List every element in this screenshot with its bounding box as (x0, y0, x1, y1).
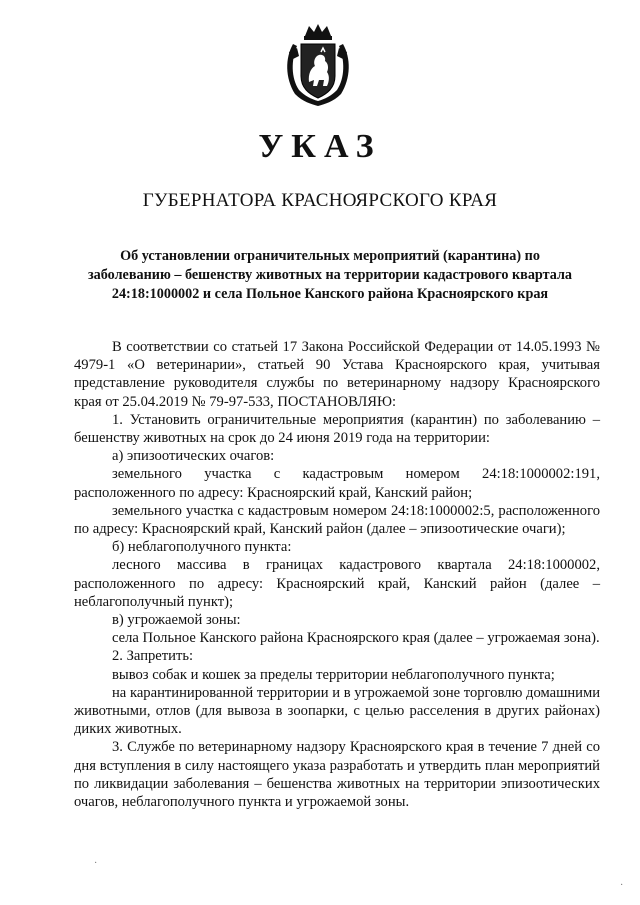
document-title: УКАЗ (258, 128, 382, 165)
clause-1a: а) эпизоотических очагов: (112, 448, 275, 465)
clause-1a-item: земельного участка с кадастровым номером 24:18:1000002:5, расположенного по адресу: Красноярский край, Канский район (далее – эпизоотические очаги); (74, 502, 600, 538)
clause-2: 2. Запретить: (112, 648, 194, 665)
preamble-paragraph: В соответствии со статьей 17 Закона Российской Федерации от 14.05.1993 № 4979-1 «О ветеринарии», статьей 90 Устава Красноярского края, учитывая представление руководителя службы по ветеринарному надзору Красноярского края от 25.04.2019 № 79-97-533, ПОСТАНОВЛЯЮ: (74, 339, 600, 410)
heading-line: 24:18:1000002 и села Польное Канского района Красноярского края (111, 286, 549, 302)
scan-speck: · (94, 858, 98, 869)
clause-2-item: на карантинированной территории и в угрожаемой зоне торговлю домашними животными, отлов (для вывоза в зоопарки, с целью расселения в других районах) диких животных. (74, 684, 600, 738)
decree-body (74, 338, 600, 811)
clause-1b: б) неблагополучного пункта: (112, 539, 292, 556)
decree-heading (80, 247, 580, 304)
clause-2-item: вывоз собак и кошек за пределы территории неблагополучного пункта; (112, 666, 555, 683)
scan-speck: · (620, 880, 624, 891)
clause-1c-item: села Польное Канского района Красноярского края (далее – угрожаемая зона). (112, 630, 600, 647)
heading-line: заболеванию – бешенству животных на территории кадастрового квартала (87, 267, 573, 283)
krasnoyarsk-coat-of-arms-icon (283, 22, 353, 108)
clause-3: 3. Службе по ветеринарному надзору Красноярского края в течение 7 дней со дня вступления в силу настоящего указа разработать и утвердить план мероприятий по ликвидации заболевания – бешенства животных на территории эпизоотических очагов, неблагополучного пункта и угрожаемой зоны. (74, 739, 600, 811)
clause-1a-item: земельного участка с кадастровым номером 24:18:1000002:191, расположенного по адресу: Красноярский край, Канский район; (74, 466, 600, 501)
heading-line: Об установлении ограничительных мероприятий (карантина) по (120, 248, 540, 264)
clause-1b-item: лесного массива в границах кадастрового квартала 24:18:1000002, расположенного по адресу: Красноярский край, Канский район (далее – неблагополучный пункт); (74, 557, 600, 610)
clause-1: 1. Установить ограничительные мероприятия (карантин) по заболеванию – бешенству животных на срок до 24 июня 2019 года на территории: (74, 411, 600, 447)
clause-1c: в) угрожаемой зоны: (112, 612, 241, 629)
document-subtitle: ГУБЕРНАТОРА КРАСНОЯРСКОГО КРАЯ (142, 190, 498, 211)
